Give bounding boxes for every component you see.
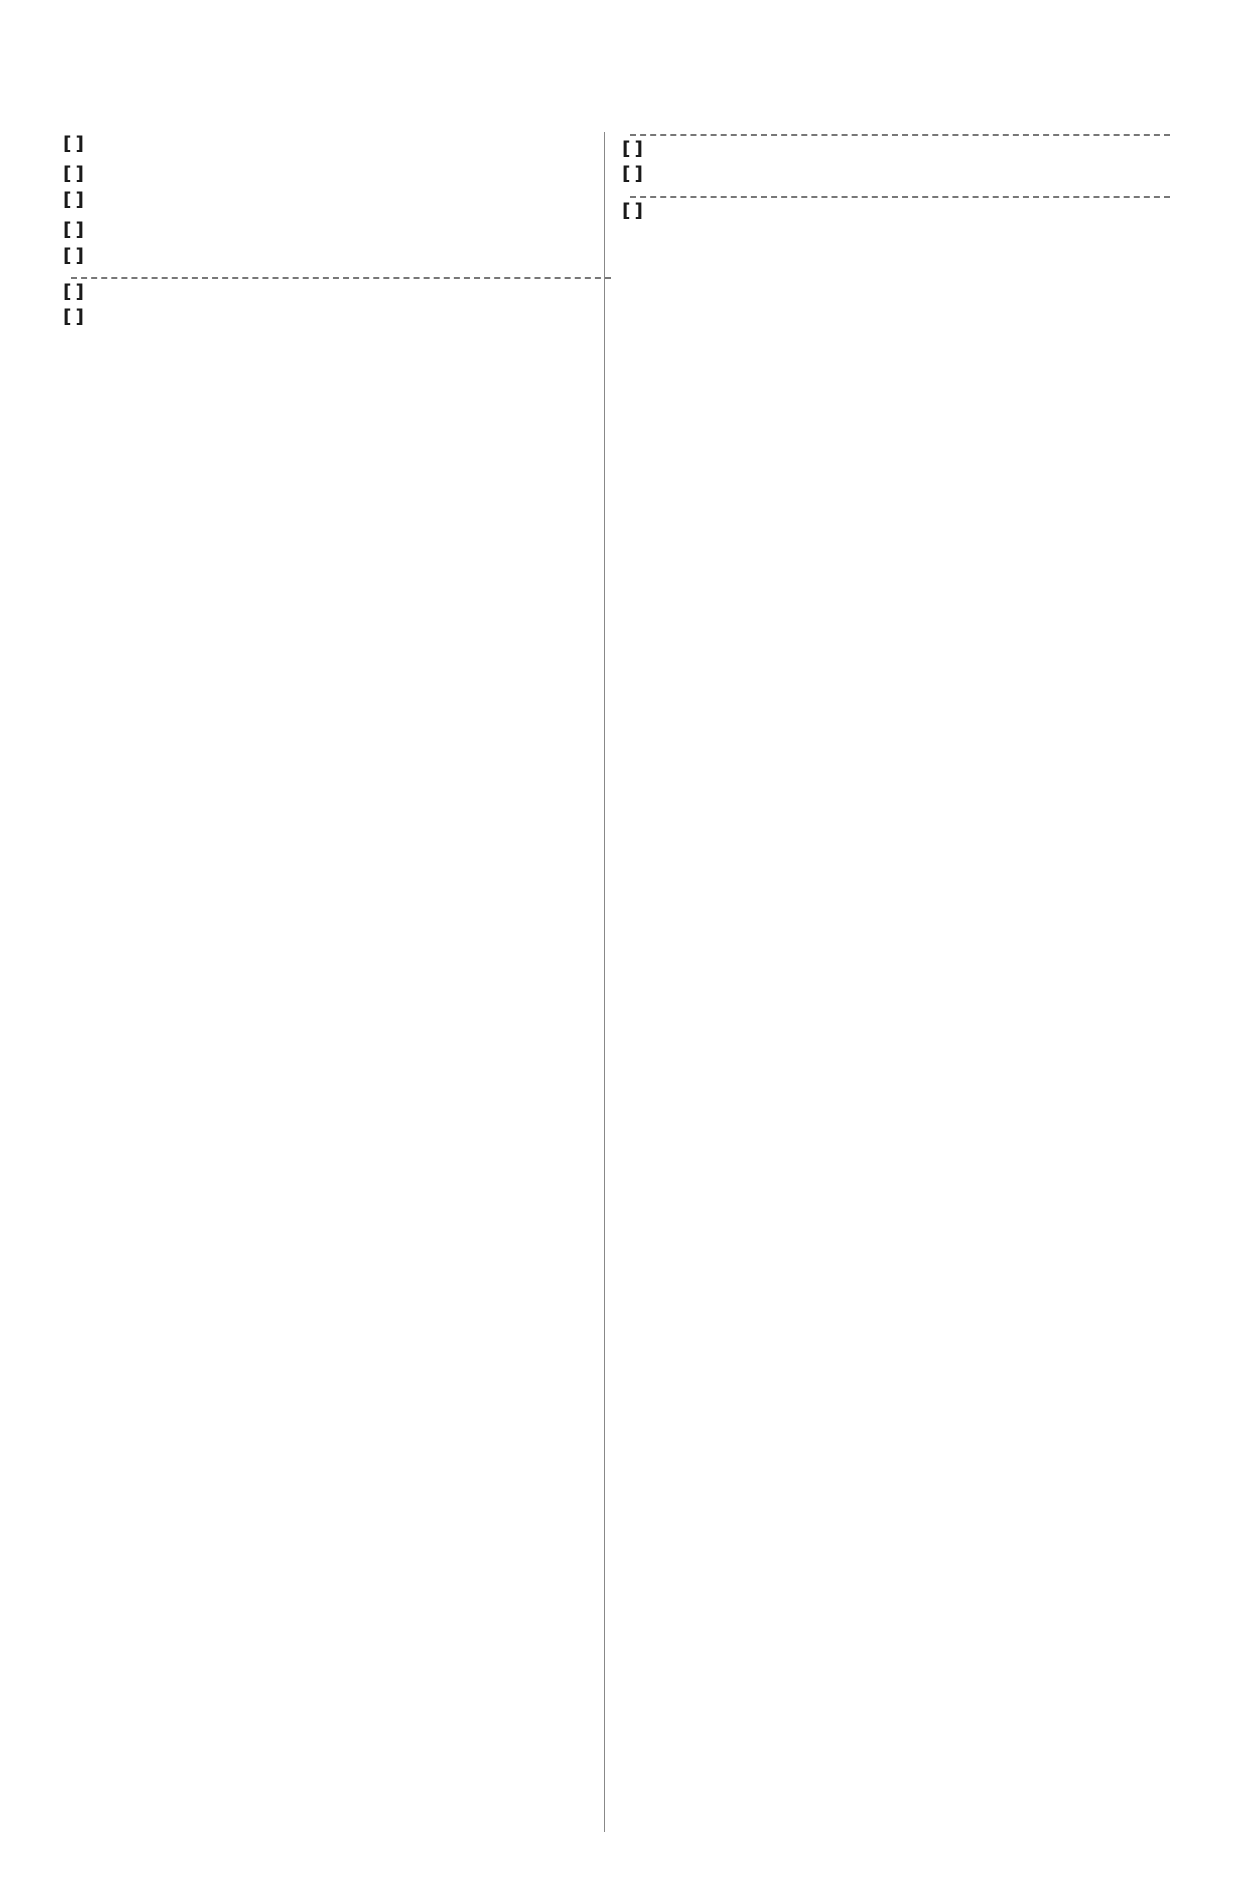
section-tag: [ ]: [622, 139, 643, 160]
section-tag: [ ]: [622, 200, 643, 222]
section-tag: [ ]: [63, 282, 84, 304]
section-tag: [ ]: [63, 189, 84, 211]
right-column: [622, 132, 1170, 225]
left-column: [63, 132, 611, 332]
section-tag: [ ]: [63, 164, 84, 186]
hot-topic-title: [63, 277, 611, 279]
hot-topic-title: [622, 196, 1170, 198]
hot-topic-title: [622, 134, 1170, 136]
section-tag: [ ]: [63, 220, 84, 242]
section-tag: [ ]: [622, 164, 643, 186]
column-divider: [604, 132, 605, 1832]
section-tag: [ ]: [63, 245, 84, 267]
section-tag: [ ]: [63, 134, 84, 155]
section-tag: [ ]: [63, 307, 84, 329]
